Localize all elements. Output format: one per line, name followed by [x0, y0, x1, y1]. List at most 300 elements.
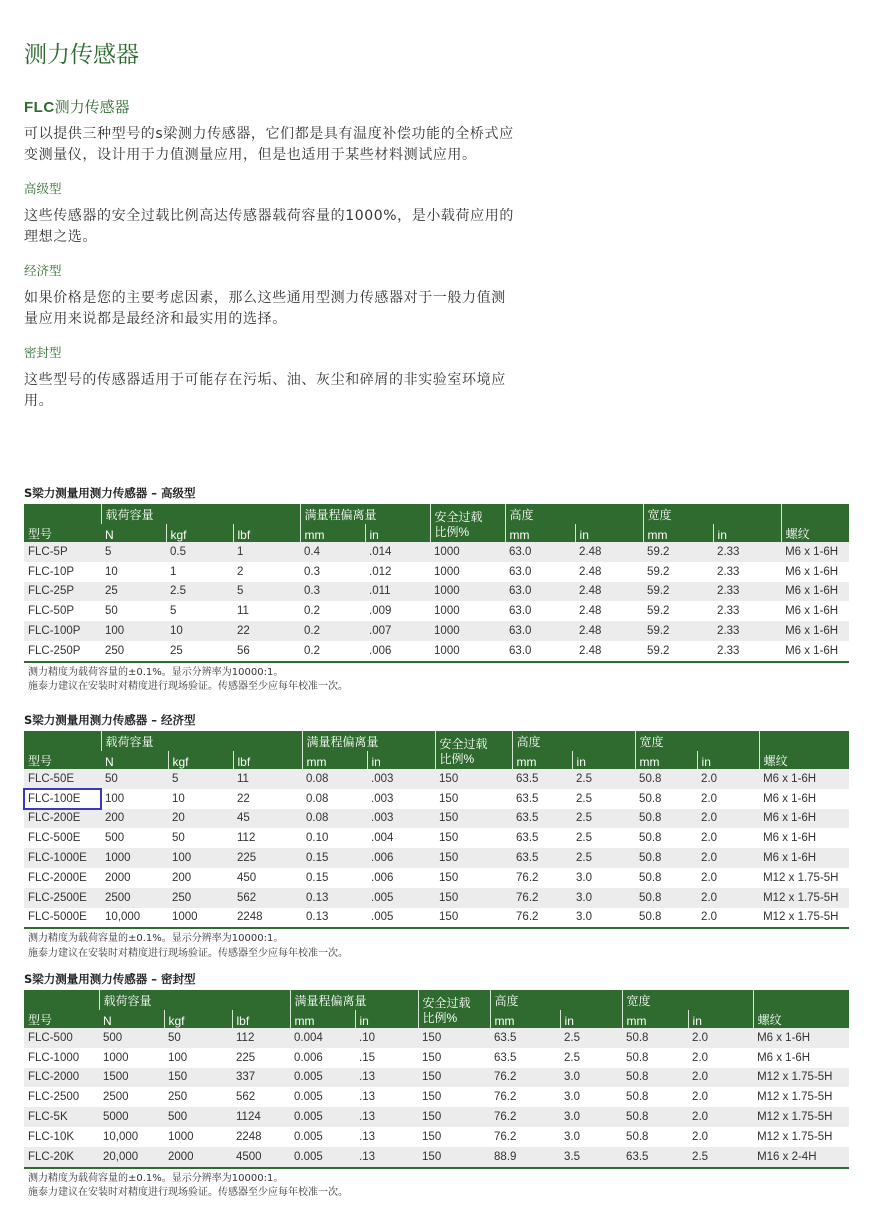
table-row: [24, 562, 849, 582]
table-cell: M12 x 1.75-5H: [753, 1087, 849, 1107]
table-cell: M6 x 1-6H: [781, 582, 849, 602]
table-cell: 1000: [99, 1048, 164, 1068]
table-cell: 2.5: [560, 1048, 622, 1068]
table-cell: 10: [166, 621, 233, 641]
table-cell: 3.5: [560, 1147, 622, 1168]
table-cell: 5: [101, 542, 166, 562]
table-cell: 11: [233, 601, 300, 621]
table-cell: M6 x 1-6H: [781, 641, 849, 662]
model-cell: FLC-50E: [24, 769, 101, 789]
table-cell: 1500: [99, 1068, 164, 1088]
model-cell: FLC-5K: [24, 1107, 99, 1127]
table-cell: 150: [435, 908, 512, 929]
table-cell: 59.2: [643, 601, 713, 621]
header-width-mm: mm: [622, 1010, 688, 1028]
table-cell: 2.5: [572, 789, 635, 809]
header-deflection-in: in: [365, 524, 430, 542]
table-cell: M6 x 1-6H: [759, 769, 849, 789]
table-cell: 112: [232, 1028, 290, 1048]
table-row: [24, 1028, 849, 1048]
intro-heading-latin: FLC: [24, 99, 55, 116]
table-cell: 2.48: [575, 641, 643, 662]
table-cell: 2.33: [713, 641, 781, 662]
table-cell: .012: [365, 562, 430, 582]
table-cell: 150: [418, 1087, 490, 1107]
table-cell: .13: [355, 1107, 418, 1127]
table-cell: M6 x 1-6H: [759, 828, 849, 848]
table-cell: 59.2: [643, 562, 713, 582]
table-row: [24, 1087, 849, 1107]
table-cell: 0.13: [302, 888, 367, 908]
table-cell: 25: [101, 582, 166, 602]
table-cell: 50.8: [635, 888, 697, 908]
section-text-economy: 如果价格是您的主要考虑因素，那么这些通用型测力传感器对于一般力值测量应用来说都是最经济和最实用的选择。: [24, 290, 506, 327]
table-cell: 1000: [430, 601, 505, 621]
table-cell: 63.5: [622, 1147, 688, 1168]
table-cell: M12 x 1.75-5H: [759, 868, 849, 888]
table-cell: 150: [418, 1147, 490, 1168]
table-cell: 50.8: [635, 769, 697, 789]
table-cell: 0.15: [302, 868, 367, 888]
table-cell: 0.2: [300, 601, 365, 621]
table-cell: 2500: [101, 888, 168, 908]
header-height: 高度: [505, 504, 643, 524]
table-cell: 0.4: [300, 542, 365, 562]
table-cell: 3.0: [572, 888, 635, 908]
table-row: [24, 769, 849, 789]
header-capacity: 载荷容量: [99, 990, 290, 1010]
table-cell: 2.48: [575, 562, 643, 582]
header-width-mm: mm: [635, 751, 697, 769]
table-cell: 150: [435, 769, 512, 789]
table-cell: 112: [233, 828, 302, 848]
table-cell: M6 x 1-6H: [753, 1048, 849, 1068]
table-cell: 76.2: [490, 1107, 560, 1127]
header-n: N: [101, 751, 168, 769]
header-thread: 螺纹: [759, 731, 849, 769]
table-cell: 2248: [232, 1127, 290, 1147]
intro-heading: [24, 96, 516, 117]
table-cell: 562: [233, 888, 302, 908]
table-cell: 63.0: [505, 582, 575, 602]
table-cell: 2.5: [572, 809, 635, 829]
table-cell: 0.15: [302, 848, 367, 868]
table-cell: 63.0: [505, 641, 575, 662]
table-cell: 150: [435, 888, 512, 908]
table-cell: 1000: [430, 621, 505, 641]
table-cell: 2.0: [697, 769, 759, 789]
header-deflection-mm: mm: [300, 524, 365, 542]
table-row: [24, 1048, 849, 1068]
table-cell: 63.0: [505, 601, 575, 621]
table-cell: 50: [164, 1028, 232, 1048]
table-row: [24, 1147, 849, 1168]
table-cell: 50.8: [622, 1048, 688, 1068]
table-cell: .13: [355, 1147, 418, 1168]
table-cell: 250: [168, 888, 233, 908]
model-cell: FLC-10K: [24, 1127, 99, 1147]
table-cell: 2.5: [572, 828, 635, 848]
table-cell: 63.5: [512, 789, 572, 809]
header-overload: 安全过载 比例%: [418, 990, 490, 1028]
table-row: [24, 868, 849, 888]
table-cell: 0.5: [166, 542, 233, 562]
table-cell: .003: [367, 789, 435, 809]
table-cell: 150: [418, 1068, 490, 1088]
table-cell: M12 x 1.75-5H: [753, 1107, 849, 1127]
table-cell: 2.33: [713, 621, 781, 641]
table-cell: 59.2: [643, 641, 713, 662]
model-cell: FLC-5P: [24, 542, 101, 562]
table-row: [24, 542, 849, 562]
table-cell: .13: [355, 1068, 418, 1088]
table-caption: S梁力测量用测力传感器 – 高级型: [24, 486, 196, 500]
header-n: N: [101, 524, 166, 542]
spec-table: [24, 504, 849, 663]
table-cell: 2.0: [697, 789, 759, 809]
table-note: 施泰力建议在安装时对精度进行现场验证。传感器至少应每年校准一次。: [28, 1187, 348, 1199]
table-cell: 59.2: [643, 621, 713, 641]
table-cell: 10: [168, 789, 233, 809]
table-cell: 150: [435, 828, 512, 848]
table-cell: 50.8: [635, 848, 697, 868]
header-lbf: lbf: [233, 751, 302, 769]
table-cell: 1000: [430, 641, 505, 662]
table-cell: 2.33: [713, 582, 781, 602]
table-cell: 0.006: [290, 1048, 355, 1068]
table-cell: 2.5: [572, 848, 635, 868]
table-cell: 2.33: [713, 601, 781, 621]
header-width-in: in: [713, 524, 781, 542]
intro-heading-cn: 测力传感器: [54, 98, 130, 116]
model-cell: FLC-250P: [24, 641, 101, 662]
table-note: 测力精度为载荷容量的±0.1%。显示分辨率为10000:1。: [28, 666, 284, 678]
table-cell: 150: [418, 1127, 490, 1147]
model-cell: FLC-2500E: [24, 888, 101, 908]
table-cell: 63.0: [505, 621, 575, 641]
table-cell: 0.13: [302, 908, 367, 929]
table-cell: 500: [164, 1107, 232, 1127]
table-cell: 63.5: [512, 769, 572, 789]
table-cell: 76.2: [512, 908, 572, 929]
table-cell: 63.0: [505, 562, 575, 582]
section-title-premium: 高级型: [24, 181, 62, 196]
table-cell: 150: [418, 1028, 490, 1048]
table-cell: 225: [233, 848, 302, 868]
model-cell: FLC-200E: [24, 809, 101, 829]
table-cell: 5000: [99, 1107, 164, 1127]
table-note: 施泰力建议在安装时对精度进行现场验证。传感器至少应每年校准一次。: [28, 947, 348, 959]
table-cell: 1000: [164, 1127, 232, 1147]
table-cell: 50.8: [622, 1028, 688, 1048]
table-cell: 5: [168, 769, 233, 789]
table-cell: 0.08: [302, 809, 367, 829]
table-cell: 50.8: [635, 828, 697, 848]
table-cell: 0.2: [300, 641, 365, 662]
table-cell: 150: [435, 848, 512, 868]
header-height-mm: mm: [490, 1010, 560, 1028]
table-cell: 0.004: [290, 1028, 355, 1048]
table-cell: 150: [435, 868, 512, 888]
model-cell: FLC-100P: [24, 621, 101, 641]
table-cell: 2.0: [697, 888, 759, 908]
table-cell: 50.8: [635, 789, 697, 809]
table-cell: 1: [233, 542, 300, 562]
table-row: [24, 888, 849, 908]
table-cell: 50: [101, 769, 168, 789]
table-cell: 2.0: [688, 1048, 753, 1068]
spec-table: [24, 990, 849, 1169]
table-cell: 2.0: [688, 1028, 753, 1048]
table-cell: 2.0: [697, 809, 759, 829]
table-cell: 2.0: [688, 1127, 753, 1147]
header-overload: 安全过载 比例%: [430, 504, 505, 542]
table-row: [24, 1068, 849, 1088]
table-cell: .003: [367, 769, 435, 789]
table-cell: 2.0: [688, 1068, 753, 1088]
table-cell: M12 x 1.75-5H: [759, 888, 849, 908]
table-cell: 100: [164, 1048, 232, 1068]
table-row: [24, 641, 849, 662]
table-cell: 2: [233, 562, 300, 582]
table-cell: 2.48: [575, 601, 643, 621]
header-deflection-in: in: [367, 751, 435, 769]
page-title: 测力传感器: [24, 42, 139, 68]
model-cell: FLC-50P: [24, 601, 101, 621]
header-height: 高度: [512, 731, 635, 751]
table-cell: 4500: [232, 1147, 290, 1168]
table-cell: 1000: [101, 848, 168, 868]
table-cell: 50.8: [635, 809, 697, 829]
table-cell: 2.33: [713, 542, 781, 562]
table-cell: 2.0: [697, 908, 759, 929]
table-cell: 0.08: [302, 769, 367, 789]
header-lbf: lbf: [232, 1010, 290, 1028]
table-cell: .014: [365, 542, 430, 562]
table-cell: M16 x 2-4H: [753, 1147, 849, 1168]
table-cell: 2.5: [688, 1147, 753, 1168]
table-cell: 200: [101, 809, 168, 829]
model-cell: FLC-20K: [24, 1147, 99, 1168]
table-cell: 76.2: [490, 1127, 560, 1147]
table-cell: 88.9: [490, 1147, 560, 1168]
table-cell: 3.0: [572, 868, 635, 888]
table-cell: 2000: [164, 1147, 232, 1168]
table-cell: 500: [99, 1028, 164, 1048]
table-cell: 0.005: [290, 1107, 355, 1127]
table-cell: .15: [355, 1048, 418, 1068]
header-deflection-in: in: [355, 1010, 418, 1028]
header-deflection: 满量程偏离量: [300, 504, 430, 524]
model-cell: FLC-2000: [24, 1068, 99, 1088]
header-width: 宽度: [635, 731, 759, 751]
table-cell: 225: [232, 1048, 290, 1068]
spec-table: [24, 731, 849, 929]
table-cell: 50: [101, 601, 166, 621]
header-height: 高度: [490, 990, 622, 1010]
table-cell: M6 x 1-6H: [781, 601, 849, 621]
model-cell: FLC-2000E: [24, 868, 101, 888]
table-cell: 3.0: [560, 1068, 622, 1088]
table-cell: 11: [233, 769, 302, 789]
table-cell: 2.48: [575, 542, 643, 562]
table-cell: 2000: [101, 868, 168, 888]
table-cell: 2.5: [572, 769, 635, 789]
table-cell: 562: [232, 1087, 290, 1107]
table-cell: M6 x 1-6H: [759, 848, 849, 868]
header-height-in: in: [560, 1010, 622, 1028]
table-cell: 63.5: [512, 848, 572, 868]
header-thread: 螺纹: [753, 990, 849, 1028]
table-cell: 63.5: [512, 809, 572, 829]
table-cell: 2.5: [560, 1028, 622, 1048]
header-lbf: lbf: [233, 524, 300, 542]
table-cell: 0.005: [290, 1087, 355, 1107]
table-cell: 3.0: [560, 1127, 622, 1147]
section-title-economy: 经济型: [24, 263, 62, 278]
table-cell: 0.10: [302, 828, 367, 848]
table-row: [24, 582, 849, 602]
table-cell: 50.8: [635, 868, 697, 888]
table-cell: .005: [367, 888, 435, 908]
table-cell: 10,000: [99, 1127, 164, 1147]
model-cell: FLC-500E: [24, 828, 101, 848]
header-width-in: in: [688, 1010, 753, 1028]
table-cell: M6 x 1-6H: [759, 809, 849, 829]
model-cell: FLC-10P: [24, 562, 101, 582]
table-cell: 10,000: [101, 908, 168, 929]
table-cell: .006: [367, 868, 435, 888]
table-cell: M6 x 1-6H: [759, 789, 849, 809]
header-thread: 螺纹: [781, 504, 849, 542]
header-model: 型号: [24, 731, 101, 769]
header-deflection-mm: mm: [302, 751, 367, 769]
header-n: N: [99, 1010, 164, 1028]
table-cell: 1124: [232, 1107, 290, 1127]
table-block-sealed: [24, 971, 849, 1201]
table-row: [24, 789, 849, 809]
table-block-economy: [24, 712, 849, 961]
table-row: [24, 848, 849, 868]
table-cell: .004: [367, 828, 435, 848]
table-cell: 3.0: [560, 1087, 622, 1107]
table-cell: 76.2: [490, 1087, 560, 1107]
intro-description: 可以提供三种型号的s梁测力传感器，它们都是具有温度补偿功能的全桥式应变测量仪，设计用于力值测量应用，但是也适用于某些材料测试应用。: [24, 126, 514, 163]
table-cell: .009: [365, 601, 430, 621]
table-cell: 2.33: [713, 562, 781, 582]
table-cell: 10: [101, 562, 166, 582]
header-deflection: 满量程偏离量: [290, 990, 418, 1010]
header-kgf: kgf: [166, 524, 233, 542]
header-width-mm: mm: [643, 524, 713, 542]
table-cell: 150: [418, 1107, 490, 1127]
table-cell: 2.0: [697, 868, 759, 888]
model-cell: FLC-25P: [24, 582, 101, 602]
table-cell: 50.8: [622, 1068, 688, 1088]
table-cell: 100: [101, 789, 168, 809]
table-cell: M6 x 1-6H: [781, 542, 849, 562]
table-cell: 0.005: [290, 1127, 355, 1147]
section-title-sealed: 密封型: [24, 345, 62, 360]
table-cell: 0.2: [300, 621, 365, 641]
table-note: 施泰力建议在安装时对精度进行现场验证。传感器至少应每年校准一次。: [28, 681, 348, 693]
table-cell: 2.48: [575, 582, 643, 602]
table-cell: 250: [101, 641, 166, 662]
model-cell: FLC-500: [24, 1028, 99, 1048]
table-cell: 63.5: [490, 1028, 560, 1048]
header-width: 宽度: [622, 990, 753, 1010]
table-cell: 150: [435, 789, 512, 809]
table-cell: M12 x 1.75-5H: [759, 908, 849, 929]
table-cell: 0.3: [300, 562, 365, 582]
header-width-in: in: [697, 751, 759, 769]
table-cell: 0.005: [290, 1147, 355, 1168]
table-cell: 0.3: [300, 582, 365, 602]
model-cell: FLC-2500: [24, 1087, 99, 1107]
table-cell: 50.8: [635, 908, 697, 929]
table-cell: 2.0: [688, 1087, 753, 1107]
table-row: [24, 1127, 849, 1147]
header-height-mm: mm: [512, 751, 572, 769]
table-cell: 150: [418, 1048, 490, 1068]
table-cell: 50.8: [622, 1087, 688, 1107]
table-cell: 63.5: [512, 828, 572, 848]
table-cell: .10: [355, 1028, 418, 1048]
table-cell: 3.0: [572, 908, 635, 929]
table-note: 测力精度为载荷容量的±0.1%。显示分辨率为10000:1。: [28, 1172, 284, 1184]
header-deflection: 满量程偏离量: [302, 731, 435, 751]
model-cell: FLC-100E: [24, 789, 101, 809]
table-cell: M6 x 1-6H: [781, 562, 849, 582]
table-cell: M12 x 1.75-5H: [753, 1127, 849, 1147]
table-cell: 2.0: [688, 1107, 753, 1127]
table-cell: 337: [232, 1068, 290, 1088]
table-row: [24, 908, 849, 929]
table-cell: 76.2: [490, 1068, 560, 1088]
table-cell: 1: [166, 562, 233, 582]
table-caption: S梁力测量用测力传感器 – 密封型: [24, 972, 196, 986]
table-cell: 0.08: [302, 789, 367, 809]
table-cell: 45: [233, 809, 302, 829]
table-cell: 63.5: [490, 1048, 560, 1068]
table-row: [24, 828, 849, 848]
table-cell: 59.2: [643, 542, 713, 562]
header-kgf: kgf: [168, 751, 233, 769]
header-deflection-mm: mm: [290, 1010, 355, 1028]
section-text-premium: 这些传感器的安全过载比例高达传感器载荷容量的1000%，是小载荷应用的理想之选。: [24, 208, 514, 245]
table-cell: M12 x 1.75-5H: [753, 1068, 849, 1088]
table-cell: 5: [233, 582, 300, 602]
table-row: [24, 601, 849, 621]
section-text-sealed: 这些型号的传感器适用于可能存在污垢、油、灰尘和碎屑的非实验室环境应用。: [24, 372, 506, 409]
table-cell: 250: [164, 1087, 232, 1107]
table-cell: 76.2: [512, 888, 572, 908]
header-overload: 安全过载 比例%: [435, 731, 512, 769]
table-block-premium: [24, 485, 849, 695]
table-cell: 22: [233, 621, 300, 641]
table-cell: 59.2: [643, 582, 713, 602]
table-note: 测力精度为载荷容量的±0.1%。显示分辨率为10000:1。: [28, 933, 284, 945]
table-cell: 500: [101, 828, 168, 848]
table-cell: 150: [435, 809, 512, 829]
table-cell: .006: [367, 848, 435, 868]
header-height-in: in: [572, 751, 635, 769]
table-cell: 2.0: [697, 828, 759, 848]
table-cell: 1000: [430, 542, 505, 562]
table-cell: 5: [166, 601, 233, 621]
intro-section: [24, 96, 516, 411]
model-cell: FLC-5000E: [24, 908, 101, 929]
